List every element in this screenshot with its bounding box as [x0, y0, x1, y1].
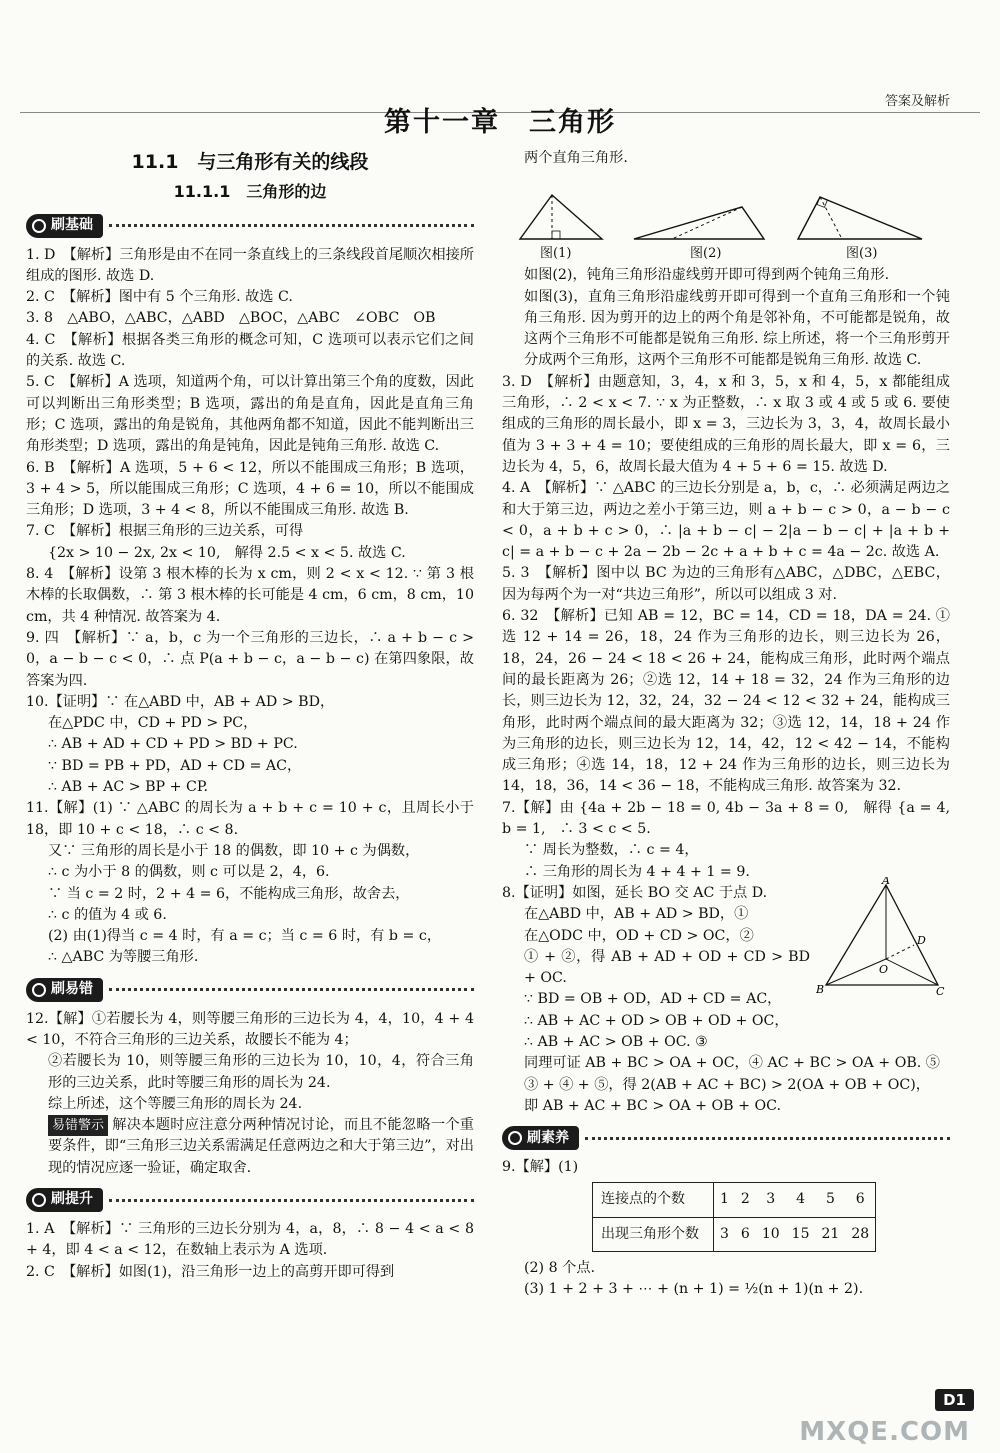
answer-item: 7.【解】由 {4a + 2b − 18 = 0, 4b − 3a + 8 = 0, 解得 {a = 4, b = 1, ∴ 3 < c < 5.	[502, 799, 950, 838]
answer-item: 1. D 【解析】三角形是由不在同一条直线上的三条线段首尾顺次相接所组成的图形. 故选 D.	[26, 246, 474, 284]
answer-item: 9.【解】(1)	[502, 1159, 579, 1176]
proof-line: 8.【证明】如图，延长 BO 交 AC 于点 D.	[502, 884, 768, 901]
left-column	[26, 148, 474, 1283]
answer-item: 3. 8 △ABO，△ABC，△ABD △BOC，△ABC ∠OBC OB	[26, 310, 436, 327]
answer-line: 综上所述，这个等腰三角形的周长为 24.	[48, 1095, 303, 1112]
figure-1-right-angle	[552, 231, 560, 239]
answer-line: ∴ c 的值为 4 或 6.	[48, 906, 167, 923]
answer-line: 又∵ 三角形的周长是小于 18 的偶数，即 10 + c 为偶数，	[48, 842, 420, 859]
answer-line: ∵ 当 c = 2 时，2 + 4 = 6，不能构成三角形，故舍去，	[48, 885, 410, 902]
proof-line: ③ + ④ + ⑤，得 2(AB + AC + BC) > 2(OA + OB + OC)，	[524, 1076, 930, 1093]
figure-label: 图(1)	[540, 246, 572, 262]
proof-line: ∵ BD = OB + OD，AD + CD = AC，	[524, 991, 782, 1008]
answer-line: 如图(2)，钝角三角形沿虚线剪开即可得到两个钝角三角形.	[524, 267, 890, 284]
proof-line: 在△ABD 中，AB + AD > BD，①	[524, 906, 749, 923]
badge-row-basic	[26, 211, 474, 241]
figure-1-triangle	[520, 195, 602, 239]
table-header: 连接点的个数	[593, 1183, 714, 1217]
proof-line: ① + ②，得 AB + AD + OD + CD > BD + OC.	[524, 948, 810, 987]
brush-icon	[508, 1131, 522, 1145]
answer-item: 4. A 【解析】∵ △ABC 的三边长分别是 a，b，c，∴ 必须满足两边之和大于第三边，两边之差小于第三边，则 a + b − c > 0，a − b − c < 0，a + b + c > 0，∴ |a + b − c| − 2|a − b − c| + |a + b + c| = a + b − c + 2a − 2b − 2c + a + b + c = 4a − 2c. 故选 A.	[502, 480, 950, 561]
answer-item: 6. B 【解析】A 选项，5 + 6 < 12，所以不能围成三角形；B 选项，3 + 4 > 5，所以能围成三角形；C 选项，4 + 6 = 10，所以不能围成三角形；D 选项，3 + 4 < 8，所以不能围成三角形. 故选 B.	[26, 459, 474, 519]
proof-line: 同理可证 AB + BC > OA + OC，④ AC + BC > OA + OB. ⑤	[524, 1055, 940, 1072]
answer-line: ②若腰长为 10，则等腰三角形的三边长为 10，10，4，符合三角形的三边关系，此时等腰三角形的周长为 24.	[48, 1053, 474, 1091]
proof-line: ∴ AB + AC + OD > OB + OD + OC，	[524, 1012, 789, 1029]
answer-line: 两个直角三角形.	[524, 150, 628, 166]
subsection-title: 11.1.1 三角形的边	[173, 182, 327, 202]
segment-oc	[886, 959, 938, 985]
label-b: B	[816, 982, 825, 996]
proof-line: ∵ BD = PB + PD，AD + CD = AC，	[48, 757, 302, 774]
answer-item: 8. 4 【解析】设第 3 根木棒的长为 x cm，则 2 < x < 12. ∵ 第 3 根木棒的长取偶数，∴ 第 3 根木棒的长可能是 4 cm，6 cm，8 cm，10 cm，共 4 种情况. 故答案为 4.	[26, 566, 474, 625]
figure-label: 图(3)	[846, 246, 878, 262]
figure-2-cut-line	[672, 207, 742, 239]
label-a: A	[882, 876, 890, 887]
dotted-divider	[585, 1137, 950, 1140]
answer-line: (3) 1 + 2 + 3 + ⋯ + (n + 1) = ½(n + 1)(n + 2).	[524, 1281, 864, 1298]
table-cell: 3	[756, 1183, 786, 1217]
answer-item: 6. 32 【解析】已知 AB = 12，BC = 14，CD = 18，DA = 24. ①选 12 + 14 = 26，18，24 作为三角形的边长，则三边长为 26，18，24，26 − 24 < 18 < 26 + 24，能构成三角形，此时两个端点间的最长距离为 26；②选 12，14 + 18 = 32，24 作为三角形的边长，则三边长为 12，32，24，32 − 24 < 12 < 32 + 24，能构成三角形，此时两个端点间的最大距离为 32；③选 12，14，18 + 24 作为三角形的边长，则三边长为 12，14，42，12 < 42 − 14，不能构成三角形；④选 14，18，12 + 24 作为三角形的边长，则三边长为 14，18，36，14 < 36 − 18，不能构成三角形. 故答案为 32.	[502, 608, 950, 795]
label-d: D	[917, 933, 926, 947]
answer-item: 9. 四 【解析】∵ a，b，c 为一个三角形的三边长，∴ a + b − c > 0，a − b − c < 0，∴ 点 P(a + b − c，a − b − c) 在第四象限，故答案为四.	[26, 629, 474, 689]
answer-item: 2. C 【解析】如图(1)，沿三角形一边上的高剪开即可得到	[26, 1263, 395, 1280]
header-label: 答案及解析	[884, 94, 950, 109]
section-title: 11.1 与三角形有关的线段	[131, 151, 369, 173]
badge-row-literacy	[502, 1123, 950, 1153]
badge-error: 刷易错	[26, 978, 103, 1002]
answer-item: 2. C 【解析】图中有 5 个三角形. 故选 C.	[26, 289, 293, 306]
table-header: 出现三角形个数	[593, 1217, 714, 1251]
brush-icon	[32, 219, 46, 233]
table-row	[593, 1217, 876, 1251]
badge-row-improve	[26, 1185, 474, 1215]
watermark: MXQE.COM	[799, 1417, 970, 1447]
answer-item: 5. C 【解析】A 选项，知道两个角，可以计算出第三个角的度数，因此可以判断出三角形类型；B 选项，露出的角是直角，因此是直角三角形；C 选项，露出的角是锐角，其他两角都不知道，因此不能判断出三角形类型；D 选项，露出的角是钝角，因此是钝角三角形. 故选 C.	[26, 374, 474, 455]
figure-label: 图(2)	[690, 246, 722, 262]
error-warning	[26, 1115, 474, 1179]
badge-basic: 刷基础	[26, 214, 103, 238]
table-cell: 5	[816, 1183, 846, 1217]
table-cell: 10	[756, 1217, 786, 1251]
table-cell: 6	[845, 1183, 875, 1217]
table-cell: 6	[735, 1217, 756, 1251]
figure-3-cut-line	[820, 197, 842, 239]
dotted-divider	[109, 224, 474, 227]
table-row	[593, 1183, 876, 1217]
dotted-divider	[109, 988, 474, 991]
answer-item: {2x > 10 − 2x, 2x < 10, 解得 2.5 < x < 5. 故选 C.	[48, 544, 406, 561]
badge-improve: 刷提升	[26, 1188, 103, 1212]
table-cell: 21	[816, 1217, 846, 1251]
badge-literacy: 刷素养	[502, 1126, 579, 1150]
warning-text: 解决本题时应注意分两种情况讨论，而且不能忽略一个重要条件，即“三角形三边关系需满足任意两边之和大于第三边”，对出现的情况应逐一验证，确定取舍.	[48, 1117, 474, 1176]
proof-line: 在△ODC 中，OD + CD > OC，②	[524, 927, 754, 944]
brush-icon	[32, 983, 46, 997]
segment-bo	[826, 959, 889, 985]
answer-item: 11.【解】(1) ∵ △ABC 的周长为 a + b + c = 10 + c，且周长小于 18，即 10 + c < 18，∴ c < 8.	[26, 800, 474, 838]
segment-od	[886, 945, 914, 959]
proof-figure	[816, 877, 946, 997]
answer-line: (2) 由(1)得当 c = 4 时，有 a = c；当 c = 6 时，有 b = c，	[48, 928, 442, 945]
proof-line: ∴ AB + AD + CD + PD > BD + PC.	[48, 736, 298, 753]
answer-item: 4. C 【解析】根据各类三角形的概念可知，C 选项可以表示它们之间的关系. 故选 C.	[26, 331, 474, 370]
brush-icon	[32, 1193, 46, 1207]
figure-3-triangle	[798, 197, 922, 239]
answer-line: ∴ c 为小于 8 的偶数，则 c 可以是 2，4，6.	[48, 864, 330, 881]
answer-line: ∴ △ABC 为等腰三角形.	[48, 949, 199, 966]
answer-item: 1. A 【解析】∵ 三角形的三边长分别为 4，a，8，∴ 8 − 4 < a < 8 + 4，即 4 < a < 12，在数轴上表示为 A 选项.	[26, 1221, 474, 1259]
proof-line: ∴ AB + AC > BP + CP.	[48, 779, 209, 796]
proof-block	[502, 876, 950, 1117]
table-cell: 3	[714, 1217, 735, 1251]
triangle-figures	[502, 175, 950, 265]
page-number: D1	[935, 1389, 974, 1411]
proof-line: ∴ AB + AC > OB + OC. ③	[524, 1033, 708, 1050]
triangle-figures-svg	[502, 175, 950, 245]
answer-item: 3. D 【解析】由题意知，3，4，x 和 3，5，x 和 4，5，x 都能组成三角形，∴ 2 < x < 7. ∵ x 为正整数，∴ x 取 3 或 4 或 5 或 6. 要使组成的三角形的周长最小，即 x = 3，三边长为 3，3，4，故周长最小值为 3 + 3 + 4 = 10；要使组成的三角形的周长最大，即 x = 6，三边长为 4，5，6，故周长最大值为 4 + 5 + 6 = 15. 故选 D.	[502, 373, 950, 475]
answer-item: 5. 3 【解析】图中以 BC 为边的三角形有△ABC，△DBC，△EBC，因为每两个为一对“共边三角形”，所以可以组成 3 对.	[502, 565, 950, 603]
chapter-title: 第十一章 三角形	[384, 107, 616, 138]
table-cell: 2	[735, 1183, 756, 1217]
right-column	[502, 148, 950, 1301]
proof-line: 10.【证明】∵ 在△ABD 中，AB + AD > BD，	[26, 693, 335, 710]
answer-line: ∴ 三角形的周长为 4 + 4 + 1 = 9.	[524, 863, 750, 880]
answer-item: 7. C 【解析】根据三角形的三边关系，可得	[26, 523, 304, 540]
table-cell: 1	[714, 1183, 735, 1217]
dotted-divider	[109, 1199, 474, 1202]
count-table	[592, 1182, 876, 1252]
proof-line: 即 AB + AC + BC > OA + OB + OC.	[524, 1097, 781, 1114]
proof-line: 在△PDC 中，CD + PD > PC，	[48, 715, 258, 732]
table-cell: 4	[786, 1183, 816, 1217]
answer-item: 12.【解】①若腰长为 4，则等腰三角形的三边长为 4，4，10，4 + 4 < 10，不符合三角形的三边关系，故腰长不能为 4；	[26, 1010, 474, 1048]
table-cell: 15	[786, 1217, 816, 1251]
answer-line: 如图(3)，直角三角形沿虚线剪开即可得到一个直角三角形和一个钝角三角形. 因为剪开的边上的两个角是邻补角，不可能都是锐角，故这两个三角形不可能都是锐角三角形. 综上所述，将一个三角形剪开分成两个三角形，这两个三角形不可能都是锐角三角形. 故选 C.	[524, 288, 950, 369]
figure-2-triangle	[634, 207, 764, 239]
table-cell: 28	[845, 1217, 875, 1251]
label-o: O	[879, 962, 889, 976]
answer-line: ∵ 周长为整数，∴ c = 4，	[524, 842, 699, 859]
label-c: C	[936, 984, 945, 997]
answer-line: (2) 8 个点.	[524, 1260, 596, 1277]
badge-row-error	[26, 975, 474, 1005]
warning-tag: 易错警示	[48, 1115, 108, 1136]
